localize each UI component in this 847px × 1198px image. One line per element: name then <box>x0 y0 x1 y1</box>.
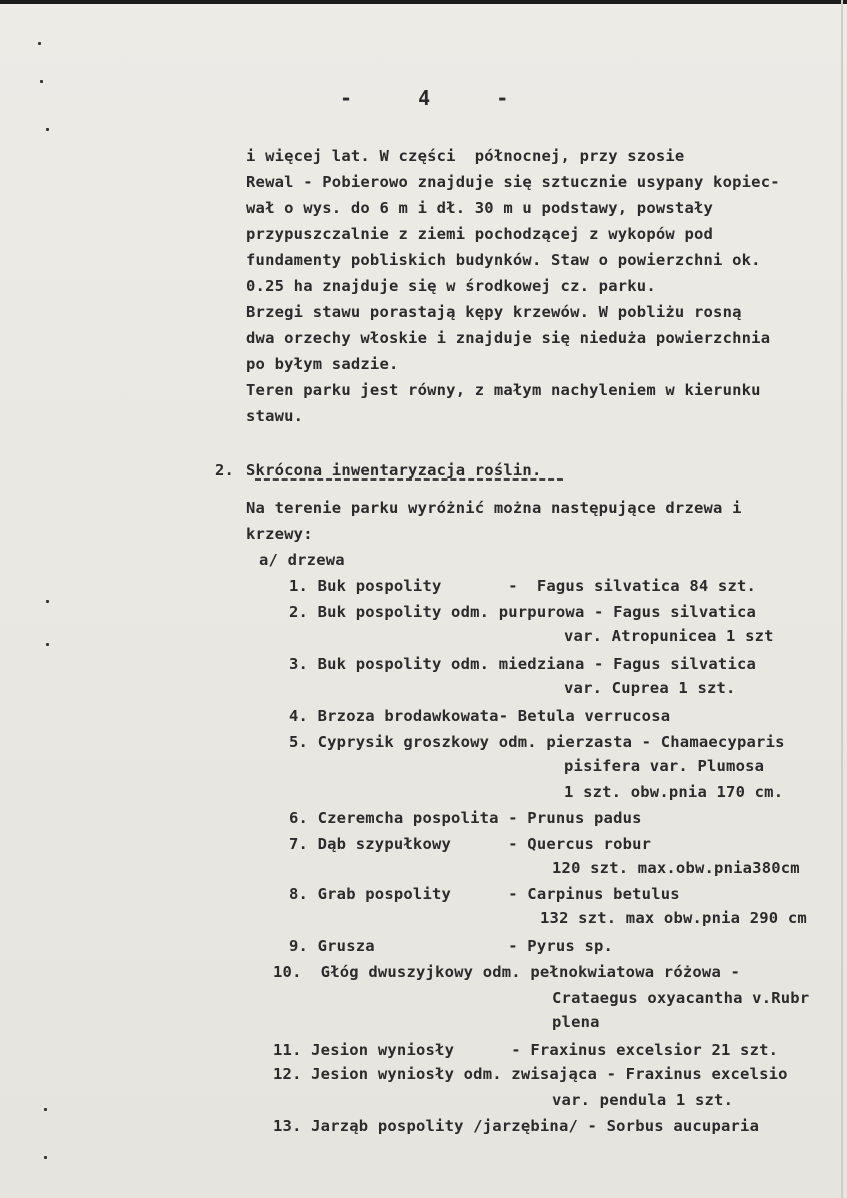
section-intro-line: krzewy: <box>246 525 313 543</box>
section-title: Skrócona inwentaryzacja roślin. <box>246 461 542 479</box>
paragraph-line: po byłym sadzie. <box>246 355 399 373</box>
paragraph-line: Rewal - Pobierowo znajduje się sztucznie usypany kopiec- <box>246 173 780 191</box>
list-item: 2. Buk pospolity odm. purpurowa - Fagus silvatica <box>289 603 757 621</box>
paragraph-line: stawu. <box>246 407 304 425</box>
paragraph-line: dwa orzechy włoskie i znajduje się nieduża powierzchnia <box>246 329 771 347</box>
list-item: 10. Głóg dwuszyjkowy odm. pełnokwiatowa różowa - <box>273 963 741 981</box>
paragraph-line: Teren parku jest równy, z małym nachyleniem w kierunku <box>246 381 761 399</box>
list-item-continuation: var. Atropunicea 1 szt <box>564 627 774 645</box>
list-item: 1. Buk pospolity - Fagus silvatica 84 szt. <box>289 577 757 595</box>
list-item-continuation: plena <box>552 1013 600 1031</box>
list-item-continuation: var. pendula 1 szt. <box>552 1091 734 1109</box>
section-title-underline <box>255 478 563 481</box>
subheading: a/ drzewa <box>259 551 345 569</box>
paragraph-line: przypuszczalnie z ziemi pochodzącej z wykopów pod <box>246 225 714 243</box>
section-number: 2. <box>215 461 235 479</box>
list-item: 12. Jesion wyniosły odm. zwisająca - Fraxinus excelsio <box>273 1065 788 1083</box>
list-item-continuation: Crataegus oxyacantha v.Rubr <box>552 989 810 1007</box>
paragraph-line: fundamenty pobliskich budynków. Staw o powierzchni ok. <box>246 251 761 269</box>
list-item: 11. Jesion wyniosły - Fraxinus excelsior 21 szt. <box>273 1041 779 1059</box>
margin-speck <box>44 1156 47 1159</box>
list-item-continuation: pisifera var. Plumosa <box>564 757 765 775</box>
list-item-continuation: var. Cuprea 1 szt. <box>564 679 736 697</box>
paragraph-line: 0.25 ha znajduje się w środkowej cz. parku. <box>246 277 656 295</box>
list-item: 5. Cyprysik groszkowy odm. pierzasta - Chamaecyparis <box>289 733 785 751</box>
paragraph-line: wał o wys. do 6 m i dł. 30 m u podstawy, powstały <box>246 199 714 217</box>
list-item: 7. Dąb szypułkowy - Quercus robur <box>289 835 652 853</box>
list-item: 8. Grab pospolity - Carpinus betulus <box>289 885 680 903</box>
list-item-continuation: 132 szt. max obw.pnia 290 cm <box>540 909 807 927</box>
list-item-continuation: 120 szt. max.obw.pnia380cm <box>552 859 800 877</box>
list-item: 13. Jarząb pospolity /jarzębina/ - Sorbus aucuparia <box>273 1117 760 1135</box>
paragraph-line: i więcej lat. W części północnej, przy szosie <box>246 147 685 165</box>
list-item: 4. Brzoza brodawkowata- Betula verrucosa <box>289 707 671 725</box>
margin-speck <box>46 128 49 131</box>
margin-speck <box>38 42 41 45</box>
margin-speck <box>46 643 49 646</box>
top-edge-line <box>0 0 847 4</box>
paragraph-line: Brzegi stawu porastają kępy krzewów. W pobliżu rosną <box>246 303 742 321</box>
list-item-continuation: 1 szt. obw.pnia 170 cm. <box>564 783 784 801</box>
list-item: 3. Buk pospolity odm. miedziana - Fagus silvatica <box>289 655 757 673</box>
list-item: 6. Czeremcha pospolita - Prunus padus <box>289 809 642 827</box>
margin-speck <box>46 600 49 603</box>
list-item: 9. Grusza - Pyrus sp. <box>289 937 614 955</box>
margin-speck <box>44 1108 47 1111</box>
margin-speck <box>40 80 43 83</box>
right-edge-line <box>841 0 843 1198</box>
section-intro-line: Na terenie parku wyróżnić można następujące drzewa i <box>246 499 742 517</box>
page-number: - 4 - <box>340 86 523 110</box>
